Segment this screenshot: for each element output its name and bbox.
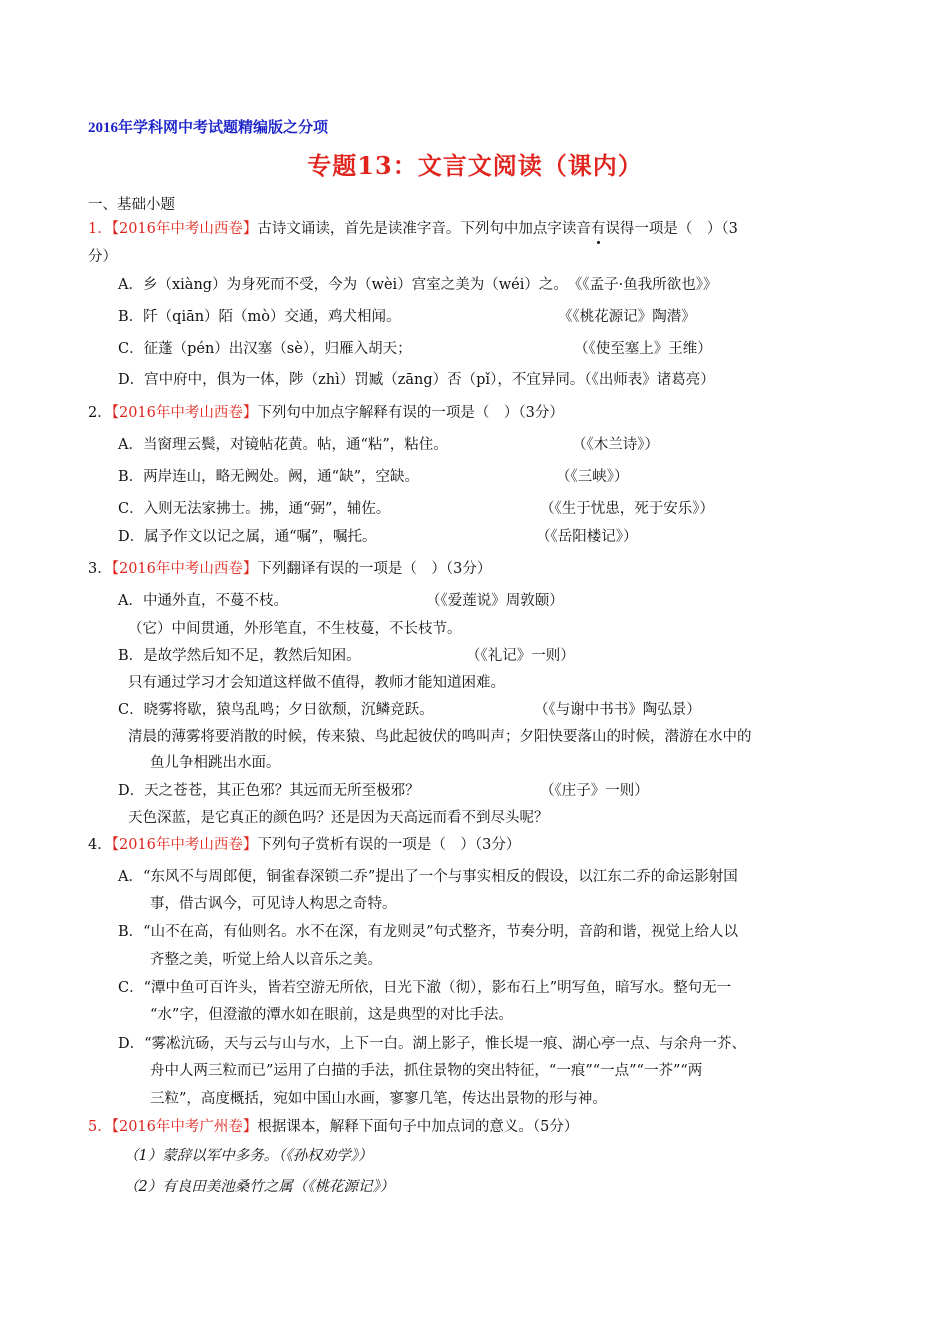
q4-option-d: D．“雾凇沆砀，天与云与山与水，上下一白。湖上影子，惟长堤一痕、湖心亭一点、与余舟一芥、 (118, 1036, 747, 1052)
q4-option-c: C．“潭中鱼可百许头，皆若空游无所依，日光下澈（彻），影布石上”明写鱼，暗写水。整句无一 (118, 980, 732, 996)
q1-option-b-source: 《《桃花源记》陶潜》 (558, 309, 696, 325)
question-2-stem: 2．【2016年中考山西卷】下列句中加点字解释有误的一项是（ ）（3分） (88, 405, 564, 421)
q3-option-b-translation: 只有通过学习才会知道这样做不值得，教师才能知道困难。 (128, 675, 505, 691)
q3-option-c-source: （《与谢中书书》陶弘景） (534, 702, 701, 718)
q1-option-c-source: （《使至塞上》王维） (574, 341, 712, 357)
q4-option-b-cont: 齐整之美，听觉上给人以音乐之美。 (150, 952, 382, 968)
question-number: 3． (88, 561, 112, 577)
q3-option-c: C．晓雾将歇，猿鸟乱鸣；夕日欲颓，沉鳞竞跃。 (118, 702, 434, 718)
q1-option-c: C．征蓬（pén）出汉塞（sè），归雁入胡天； (118, 341, 412, 357)
question-number: 5． (88, 1119, 112, 1135)
question-source: 【2016年中考山西卷】 (111, 405, 258, 421)
q2-option-a: A．当窗理云鬓，对镜帖花黄。帖，通“粘”，粘住。 (118, 437, 448, 453)
question-number: 4． (88, 837, 112, 853)
q3-option-d-source: （《庄子》一则） (540, 783, 649, 799)
q2-option-c: C．入则无法家拂士。拂，通“弼”，辅佐。 (118, 501, 391, 517)
question-1-stem-cont: 分） (88, 249, 117, 265)
q2-option-a-source: （《木兰诗》） (572, 437, 659, 453)
q3-option-a-translation: （它）中间贯通，外形笔直，不生枝蔓，不长枝节。 (128, 621, 462, 637)
section-heading: 一、基础小题 (88, 197, 175, 213)
q2-option-b-source: （《三峡》） (556, 469, 629, 485)
q2-option-d: D．属予作文以记之属，通“嘱”，嘱托。 (118, 529, 377, 545)
question-source: 【2016年中考山西卷】 (111, 221, 258, 237)
question-source: 【2016年中考广州卷】 (111, 1119, 258, 1135)
q5-item-2: （2）有良田美池桑竹之属（《桃花源记》） (124, 1179, 395, 1195)
question-source: 【2016年中考山西卷】 (111, 561, 258, 577)
question-5-stem: 5．【2016年中考广州卷】根据课本，解释下面句子中加点词的意义。（5分） (88, 1119, 579, 1135)
question-source: 【2016年中考山西卷】 (111, 837, 258, 853)
q5-item-1: （1）蒙辞以军中多务。（《孙权劝学》） (124, 1148, 373, 1164)
q3-option-c-translation: 清晨的薄雾将要消散的时候，传来猿、鸟此起彼伏的鸣叫声；夕阳快要落山的时候，潜游在水中的 (128, 729, 752, 745)
q1-option-a: A．乡（xiàng）为身死而不受，今为（wèi）宫室之美为（wéi）之。 《《孟子·鱼我所欲也》》 (118, 277, 718, 293)
series-title: 2016年学科网中考试题精编版之分项 (88, 120, 329, 136)
question-number: 1． (88, 221, 112, 237)
q4-option-d-cont: 舟中人两三粒而已”运用了白描的手法，抓住景物的突出特征，“一痕”“一点”“一芥”“两 (150, 1063, 703, 1079)
q4-option-d-cont2: 三粒”，高度概括，宛如中国山水画，寥寥几笔，传达出景物的形与神。 (150, 1091, 607, 1107)
q3-option-b: B．是故学然后知不足，教然后知困。 (118, 648, 361, 664)
q2-option-d-source: （《岳阳楼记》） (536, 529, 638, 545)
q3-option-c-translation-cont: 鱼儿争相跳出水面。 (150, 755, 281, 771)
q3-option-a: A．中通外直，不蔓不枝。 (118, 593, 288, 609)
q1-option-b: B．阡（qiān）陌（mò）交通，鸡犬相闻。 (118, 309, 401, 325)
q4-option-a: A．“东风不与周郎便，铜雀春深锁二乔”提出了一个与事实相反的假设，以江东二乔的命运影射国 (118, 869, 738, 885)
question-3-stem: 3．【2016年中考山西卷】下列翻译有误的一项是（ ）（3分） (88, 561, 492, 577)
q1-option-d: D．宫中府中，俱为一体，陟（zhì）罚臧（zāng）否（pǐ），不宜异同。（《出师表》诸葛亮） (118, 372, 715, 388)
q2-option-b: B．两岸连山，略无阙处。阙，通“缺”，空缺。 (118, 469, 419, 485)
question-1-stem: 1．【2016年中考山西卷】古诗文诵读，首先是读准字音。下列句中加点字读音有误得一项是（ ）（3 (88, 221, 738, 237)
q4-option-a-cont: 事，借古讽今，可见诗人构思之奇特。 (150, 896, 397, 912)
q3-option-d-translation: 天色深蓝，是它真正的颜色吗？还是因为天高远而看不到尽头呢？ (128, 810, 549, 826)
q3-option-d: D．天之苍苍，其正色邪？其远而无所至极邪？ (118, 783, 420, 799)
question-number: 2． (88, 405, 112, 421)
question-4-stem: 4．【2016年中考山西卷】下列句子赏析有误的一项是（ ）（3分） (88, 837, 521, 853)
q4-option-b: B．“山不在高，有仙则名。水不在深，有龙则灵”句式整齐，节奏分明，音韵和谐，视觉上给人以 (118, 924, 738, 940)
q3-option-b-source: （《礼记》一则） (466, 648, 575, 664)
q2-option-c-source: （《生于忧患，死于安乐》） (540, 501, 714, 517)
q4-option-c-cont: “水”字，但澄澈的潭水如在眼前，这是典型的对比手法。 (150, 1007, 513, 1023)
q3-option-a-source: （《爱莲说》周敦颐） (426, 593, 564, 609)
page-title: 专题13：文言文阅读（课内） (307, 151, 643, 180)
dotted-char: 有 (590, 221, 606, 237)
